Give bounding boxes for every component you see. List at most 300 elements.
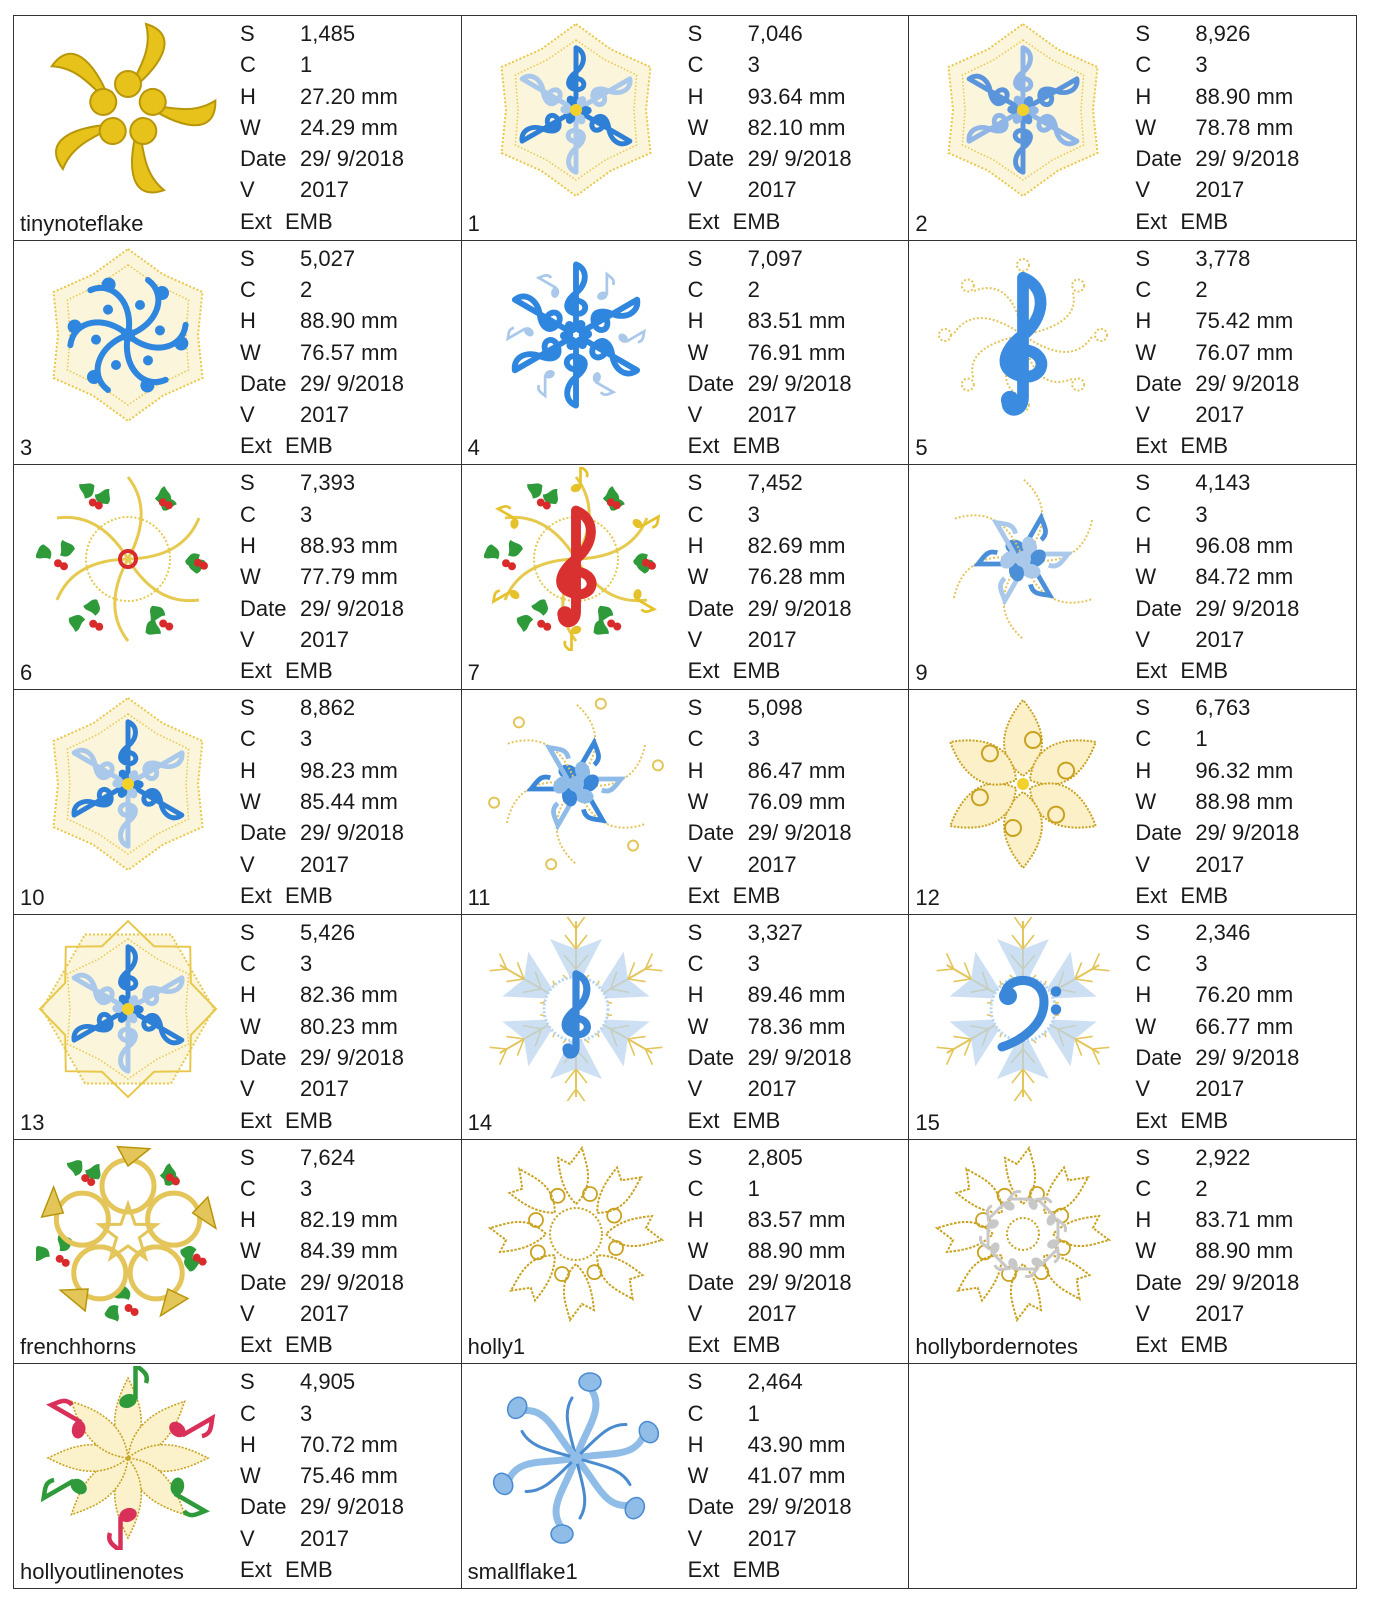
property-value-ext: EMB — [1180, 1107, 1229, 1133]
design-properties — [240, 18, 404, 237]
property-row-w — [688, 561, 852, 592]
property-label-s: S — [1135, 21, 1151, 46]
design-properties — [688, 1142, 852, 1361]
design-properties — [240, 467, 404, 686]
property-row-h — [240, 81, 404, 112]
property-label-s: S — [687, 1144, 703, 1170]
property-label-date: Date — [240, 1269, 287, 1295]
property-label-v: V — [687, 851, 703, 877]
property-row-date — [240, 817, 404, 848]
property-value-c: 3 — [747, 951, 760, 977]
property-label-w: W — [240, 114, 261, 140]
property-value-s: 6,763 — [1195, 695, 1251, 721]
property-value-h: 70.72 mm — [300, 1431, 398, 1457]
property-value-c: 1 — [300, 52, 313, 78]
property-label-s: S — [240, 1369, 255, 1395]
property-value-w: 82.10 mm — [747, 114, 846, 140]
property-label-h: H — [687, 757, 704, 783]
property-label-h: H — [687, 982, 704, 1008]
bass-clef-snowflake-icon — [931, 917, 1115, 1101]
property-label-w: W — [1135, 114, 1157, 140]
property-value-ext: EMB — [732, 208, 781, 234]
property-label-v: V — [240, 402, 255, 428]
property-value-ext: EMB — [732, 1332, 781, 1358]
property-value-s: 7,097 — [747, 245, 803, 271]
property-value-ext: EMB — [1180, 658, 1229, 684]
property-label-ext: Ext — [240, 208, 272, 234]
property-row-date — [1135, 1267, 1299, 1298]
design-cell[interactable] — [909, 241, 1357, 466]
property-row-w — [1135, 112, 1299, 143]
property-label-w: W — [687, 1013, 709, 1039]
property-value-v: 2017 — [300, 402, 349, 428]
property-label-w: W — [240, 339, 261, 365]
property-label-v: V — [687, 1076, 703, 1102]
property-value-h: 86.47 mm — [747, 757, 846, 783]
property-label-ext: Ext — [1135, 1332, 1168, 1358]
property-label-s: S — [1135, 919, 1151, 945]
property-value-date: 29/ 9/2018 — [747, 1494, 852, 1520]
property-value-c: 2 — [747, 277, 760, 302]
property-value-v: 2017 — [747, 177, 797, 203]
property-row-w — [1135, 1235, 1299, 1266]
property-value-date: 29/ 9/2018 — [300, 1269, 404, 1295]
property-value-w: 88.90 mm — [1195, 1238, 1294, 1264]
property-label-ext: Ext — [687, 1557, 720, 1583]
property-row-v — [688, 1298, 852, 1329]
property-label-c: C — [687, 501, 704, 527]
design-cell[interactable] — [909, 1140, 1357, 1365]
property-label-c: C — [1135, 951, 1152, 977]
property-row-w — [688, 1011, 852, 1042]
property-row-w — [240, 786, 404, 817]
property-value-ext: EMB — [285, 1557, 333, 1583]
property-label-s: S — [240, 919, 255, 945]
property-row-c — [240, 274, 404, 305]
property-label-v: V — [240, 1076, 255, 1102]
property-value-ext: EMB — [1180, 433, 1229, 459]
property-label-c: C — [240, 726, 256, 752]
property-value-c: 3 — [1195, 52, 1208, 78]
property-label-ext: Ext — [240, 1557, 272, 1583]
property-row-v — [240, 399, 404, 430]
property-row-c — [240, 49, 404, 80]
design-name: 9 — [915, 660, 928, 686]
property-label-ext: Ext — [240, 882, 272, 908]
design-name: 4 — [467, 435, 480, 461]
property-row-ext — [688, 1554, 852, 1585]
property-label-ext: Ext — [1135, 1107, 1168, 1133]
property-row-w — [688, 112, 852, 143]
property-row-c — [1135, 1173, 1299, 1204]
property-row-s — [240, 1366, 404, 1397]
property-row-h — [240, 979, 404, 1010]
gold-outline-flake-icon — [931, 692, 1115, 876]
design-cell[interactable] — [14, 1364, 462, 1589]
property-row-ext — [240, 1329, 404, 1360]
property-row-c — [1135, 948, 1299, 979]
design-cell[interactable] — [462, 1140, 910, 1365]
property-label-w: W — [240, 564, 261, 590]
property-value-h: 88.93 mm — [300, 533, 398, 559]
property-label-w: W — [687, 1463, 709, 1489]
property-value-v: 2017 — [747, 1301, 797, 1327]
design-properties — [240, 243, 404, 462]
property-label-ext: Ext — [240, 1107, 272, 1133]
property-label-s: S — [1135, 695, 1151, 721]
property-row-date — [688, 1042, 852, 1073]
property-value-s: 7,046 — [747, 21, 803, 46]
property-label-date: Date — [687, 1494, 735, 1520]
property-value-w: 76.07 mm — [1195, 339, 1294, 365]
property-label-date: Date — [687, 370, 735, 396]
property-value-c: 3 — [747, 501, 760, 527]
property-row-s — [1135, 692, 1299, 723]
property-row-s — [1135, 467, 1299, 498]
property-value-s: 5,027 — [300, 245, 356, 271]
property-label-v: V — [1135, 1301, 1151, 1327]
property-value-w: 75.46 mm — [300, 1463, 398, 1489]
property-value-ext: EMB — [1180, 1332, 1229, 1358]
property-row-s — [240, 467, 404, 498]
property-label-v: V — [240, 851, 255, 877]
property-label-v: V — [1135, 851, 1151, 877]
property-label-v: V — [1135, 402, 1151, 428]
property-value-ext: EMB — [285, 1107, 333, 1133]
property-label-h: H — [1135, 83, 1152, 109]
design-cell[interactable] — [909, 16, 1357, 241]
property-value-h: 82.69 mm — [747, 533, 846, 559]
lightblue-clef-flake-icon — [931, 18, 1115, 202]
property-row-ext — [240, 1105, 404, 1136]
property-row-w — [240, 337, 404, 368]
property-value-c: 1 — [1195, 726, 1208, 752]
property-row-c — [1135, 499, 1299, 530]
design-properties — [240, 692, 404, 911]
property-label-c: C — [1135, 501, 1152, 527]
property-value-s: 7,452 — [747, 470, 803, 496]
property-value-h: 96.32 mm — [1195, 757, 1294, 783]
design-properties — [688, 467, 852, 686]
property-label-w: W — [240, 789, 261, 815]
property-label-date: Date — [240, 370, 287, 396]
property-value-h: 93.64 mm — [747, 83, 846, 109]
property-label-v: V — [1135, 1076, 1151, 1102]
property-label-ext: Ext — [687, 208, 720, 234]
property-row-h — [688, 979, 852, 1010]
property-row-ext — [1135, 1105, 1299, 1136]
property-label-date: Date — [240, 595, 287, 621]
property-label-w: W — [1135, 564, 1157, 590]
blue-clef-hexagon-icon — [36, 692, 220, 876]
property-label-ext: Ext — [1135, 208, 1168, 234]
property-value-c: 3 — [300, 726, 313, 752]
property-value-date: 29/ 9/2018 — [1195, 820, 1300, 846]
property-row-s — [1135, 18, 1299, 49]
design-properties — [1135, 1142, 1299, 1361]
property-label-h: H — [240, 982, 256, 1008]
property-label-w: W — [1135, 1013, 1157, 1039]
property-label-s: S — [687, 695, 703, 721]
property-label-ext: Ext — [687, 882, 720, 908]
property-value-w: 85.44 mm — [300, 789, 398, 815]
property-row-c — [240, 499, 404, 530]
property-row-v — [1135, 624, 1299, 655]
property-label-s: S — [240, 245, 255, 271]
property-label-w: W — [1135, 339, 1157, 365]
property-row-h — [1135, 1204, 1299, 1235]
design-properties — [240, 917, 404, 1136]
property-row-v — [240, 174, 404, 205]
property-value-ext: EMB — [1180, 882, 1229, 908]
property-value-w: 78.78 mm — [1195, 114, 1294, 140]
empty-cell — [909, 1364, 1357, 1589]
property-label-s: S — [1135, 1144, 1151, 1170]
property-label-v: V — [240, 626, 255, 652]
design-cell[interactable] — [462, 465, 910, 690]
property-row-date — [240, 1491, 404, 1522]
property-row-ext — [240, 1554, 404, 1585]
design-cell[interactable] — [14, 915, 462, 1140]
design-properties — [688, 917, 852, 1136]
design-cell[interactable] — [14, 690, 462, 915]
design-cell[interactable] — [462, 16, 910, 241]
design-cell[interactable] — [462, 241, 910, 466]
property-row-h — [240, 755, 404, 786]
property-row-ext — [1135, 880, 1299, 911]
design-name: 7 — [467, 660, 480, 686]
design-name: 10 — [20, 884, 45, 910]
property-value-w: 76.57 mm — [300, 339, 398, 365]
design-name: 13 — [20, 1109, 45, 1135]
blue-treble-clef-flake-icon — [484, 18, 668, 202]
property-value-c: 3 — [300, 501, 313, 527]
property-value-c: 1 — [747, 1175, 760, 1201]
property-label-s: S — [240, 21, 255, 46]
property-label-h: H — [240, 533, 256, 559]
design-name: 6 — [20, 660, 33, 686]
property-label-v: V — [687, 626, 703, 652]
property-label-ext: Ext — [687, 433, 720, 459]
property-value-h: 76.20 mm — [1195, 982, 1294, 1008]
property-row-v — [688, 1523, 852, 1554]
property-value-date: 29/ 9/2018 — [1195, 1269, 1300, 1295]
property-label-c: C — [240, 1400, 256, 1426]
property-value-c: 3 — [300, 1175, 313, 1201]
property-value-ext: EMB — [732, 658, 781, 684]
property-row-ext — [1135, 1329, 1299, 1360]
property-label-w: W — [687, 114, 709, 140]
property-value-c: 1 — [747, 1400, 760, 1426]
property-row-c — [688, 274, 852, 305]
property-label-h: H — [240, 308, 256, 334]
property-value-date: 29/ 9/2018 — [747, 1045, 852, 1071]
property-row-ext — [240, 206, 404, 237]
property-value-w: 77.79 mm — [300, 564, 398, 590]
design-name: 2 — [915, 210, 928, 236]
note-pinwheel-icon — [931, 467, 1115, 651]
property-row-w — [1135, 786, 1299, 817]
property-label-date: Date — [1135, 1269, 1182, 1295]
property-row-v — [1135, 1298, 1299, 1329]
property-row-h — [1135, 755, 1299, 786]
design-cell[interactable] — [14, 241, 462, 466]
property-label-s: S — [240, 470, 255, 496]
property-row-c — [688, 1398, 852, 1429]
property-row-date — [688, 1491, 852, 1522]
design-cell[interactable] — [462, 915, 910, 1140]
property-row-s — [240, 692, 404, 723]
property-label-c: C — [1135, 1175, 1152, 1201]
property-value-s: 4,905 — [300, 1369, 356, 1395]
property-row-ext — [1135, 655, 1299, 686]
property-row-date — [240, 1267, 404, 1298]
property-row-h — [1135, 979, 1299, 1010]
design-properties — [1135, 243, 1299, 462]
property-value-c: 3 — [747, 52, 760, 78]
design-properties — [688, 243, 852, 462]
property-label-v: V — [1135, 626, 1151, 652]
clef-star-frame-icon — [36, 917, 220, 1101]
design-name: 1 — [467, 210, 480, 236]
property-value-date: 29/ 9/2018 — [300, 820, 404, 846]
design-cell[interactable] — [909, 915, 1357, 1140]
property-label-w: W — [1135, 789, 1157, 815]
property-row-ext — [688, 880, 852, 911]
property-label-c: C — [687, 52, 704, 78]
property-label-w: W — [240, 1463, 261, 1489]
property-row-c — [688, 49, 852, 80]
property-row-date — [1135, 817, 1299, 848]
design-cell[interactable] — [14, 465, 462, 690]
property-value-s: 5,098 — [747, 695, 803, 721]
property-value-w: 84.72 mm — [1195, 564, 1294, 590]
property-row-date — [240, 143, 404, 174]
treble-clef-snowflake-icon — [484, 917, 668, 1101]
property-row-v — [688, 174, 852, 205]
design-cell[interactable] — [14, 16, 462, 241]
property-value-c: 2 — [1195, 1175, 1208, 1201]
design-cell[interactable] — [462, 1364, 910, 1589]
design-cell[interactable] — [462, 690, 910, 915]
property-value-v: 2017 — [1195, 626, 1245, 652]
property-value-date: 29/ 9/2018 — [747, 595, 852, 621]
property-row-v — [688, 1073, 852, 1104]
property-value-s: 3,778 — [1195, 245, 1251, 271]
property-value-ext: EMB — [285, 882, 333, 908]
property-row-w — [688, 786, 852, 817]
property-row-c — [688, 723, 852, 754]
property-row-h — [240, 1204, 404, 1235]
property-row-c — [1135, 723, 1299, 754]
holly-outline-notes-icon — [36, 1366, 220, 1550]
property-value-v: 2017 — [747, 851, 797, 877]
property-label-date: Date — [1135, 820, 1182, 846]
property-row-v — [688, 624, 852, 655]
property-label-s: S — [240, 1144, 255, 1170]
property-label-h: H — [1135, 308, 1152, 334]
property-label-v: V — [687, 1301, 703, 1327]
property-row-date — [688, 817, 852, 848]
property-value-v: 2017 — [300, 626, 349, 652]
design-name: 15 — [915, 1109, 940, 1135]
property-value-ext: EMB — [285, 658, 333, 684]
property-row-ext — [688, 206, 852, 237]
property-row-s — [688, 467, 852, 498]
design-properties — [1135, 692, 1299, 911]
property-row-s — [240, 1142, 404, 1173]
design-name: 14 — [467, 1109, 493, 1135]
property-label-s: S — [687, 470, 703, 496]
property-label-date: Date — [240, 820, 287, 846]
property-row-ext — [688, 655, 852, 686]
property-label-date: Date — [240, 1045, 287, 1071]
property-row-date — [240, 593, 404, 624]
property-value-date: 29/ 9/2018 — [747, 146, 852, 172]
property-row-h — [1135, 530, 1299, 561]
property-value-c: 2 — [1195, 277, 1208, 302]
property-label-s: S — [687, 1369, 703, 1395]
design-cell[interactable] — [14, 1140, 462, 1365]
property-value-c: 2 — [300, 277, 313, 302]
design-cell[interactable] — [909, 690, 1357, 915]
property-value-ext: EMB — [285, 1332, 333, 1358]
property-value-date: 29/ 9/2018 — [1195, 1045, 1300, 1071]
property-label-ext: Ext — [1135, 882, 1168, 908]
property-label-c: C — [1135, 726, 1152, 752]
property-label-ext: Ext — [1135, 658, 1168, 684]
property-value-s: 1,485 — [300, 21, 356, 46]
property-row-s — [688, 1366, 852, 1397]
property-row-date — [688, 368, 852, 399]
property-row-s — [688, 1142, 852, 1173]
property-label-date: Date — [687, 820, 735, 846]
property-value-date: 29/ 9/2018 — [1195, 595, 1300, 621]
red-clef-holly-icon — [484, 467, 668, 651]
property-row-h — [688, 1429, 852, 1460]
property-row-h — [240, 530, 404, 561]
gold-holly-outline-icon — [484, 1142, 668, 1326]
property-row-v — [688, 849, 852, 880]
property-label-s: S — [687, 245, 703, 271]
property-row-c — [240, 723, 404, 754]
property-label-v: V — [687, 402, 703, 428]
property-value-w: 80.23 mm — [300, 1013, 398, 1039]
property-label-c: C — [687, 1400, 704, 1426]
property-row-ext — [688, 430, 852, 461]
property-value-date: 29/ 9/2018 — [747, 820, 852, 846]
property-value-s: 5,426 — [300, 919, 356, 945]
property-row-v — [1135, 849, 1299, 880]
property-label-ext: Ext — [687, 1332, 720, 1358]
property-label-c: C — [687, 277, 704, 302]
property-value-c: 3 — [1195, 951, 1208, 977]
property-row-s — [1135, 1142, 1299, 1173]
property-value-h: 88.90 mm — [300, 308, 398, 334]
property-label-date: Date — [240, 1494, 287, 1520]
property-row-date — [688, 143, 852, 174]
property-row-h — [688, 305, 852, 336]
property-label-h: H — [1135, 533, 1152, 559]
property-value-date: 29/ 9/2018 — [747, 1269, 852, 1295]
property-label-h: H — [1135, 757, 1152, 783]
property-value-s: 2,922 — [1195, 1144, 1251, 1170]
property-row-h — [1135, 81, 1299, 112]
design-cell[interactable] — [909, 465, 1357, 690]
property-row-s — [688, 18, 852, 49]
property-value-w: 88.90 mm — [747, 1238, 846, 1264]
property-value-ext: EMB — [732, 882, 781, 908]
